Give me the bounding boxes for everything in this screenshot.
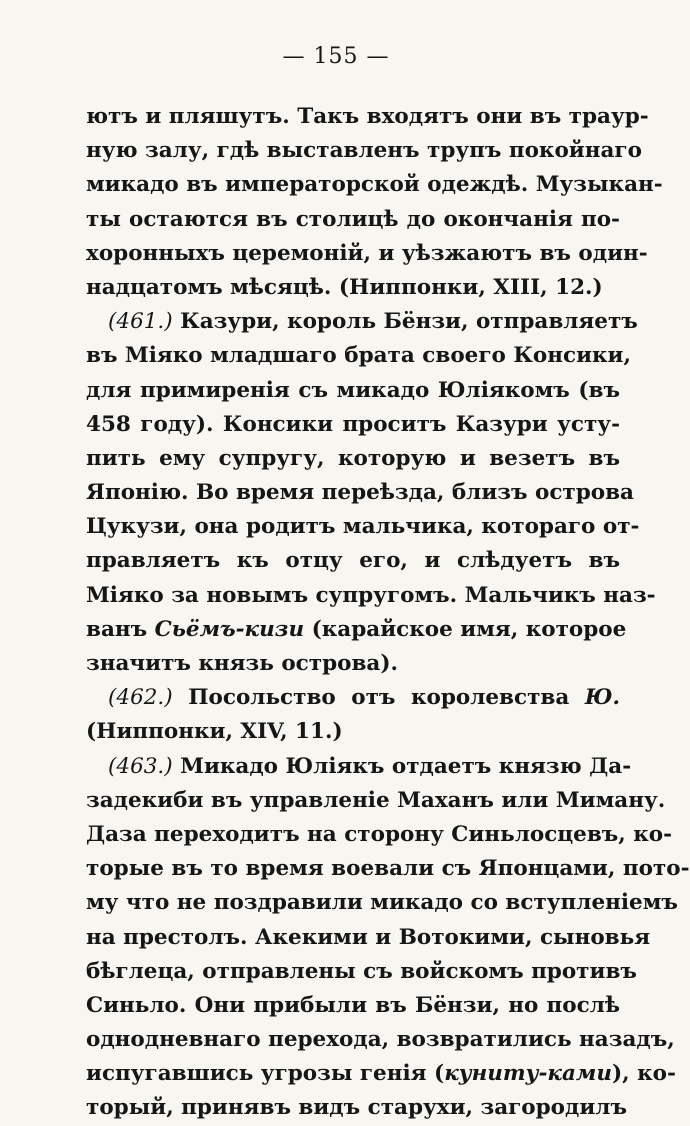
text-line: Даза переходитъ на сторону Синьлосцевъ, ко- (86, 821, 673, 847)
text-line: бѣглеца, отправлены съ войскомъ противъ (86, 958, 637, 984)
text-line: хоронныхъ церемоній, и уѣзжаютъ въ один- (86, 240, 648, 266)
text-span: испугавшись угрозы генія ( (86, 1061, 445, 1087)
text-line: торые въ то время воевали съ Японцами, пото- (86, 856, 690, 882)
text-line: значитъ князь острова). (86, 651, 398, 676)
paragraph-462-start (86, 681, 620, 715)
text-line: пить ему супругу, которую и везетъ въ (86, 445, 620, 471)
paragraph-number: (461.) (108, 309, 173, 335)
text-line (86, 613, 627, 647)
text-line: задекиби въ управленіе Маханъ или Миману. (86, 787, 666, 813)
paragraph-463-start (86, 750, 632, 784)
text-line: однодневнаго перехода, возвратились назадъ, (86, 1027, 675, 1053)
text-line: на престолъ. Акекими и Вотокими, сыновья (86, 924, 651, 950)
page-number: — 155 — (282, 44, 390, 69)
paragraph-text: Микадо Юліякъ отдаетъ князю Да- (172, 753, 632, 779)
text-line: торый, принявъ видъ старухи, загородилъ (86, 1095, 627, 1121)
text-line: въ Міяко младшаго брата своего Консики, (86, 343, 631, 369)
paragraph-461-start (86, 305, 638, 339)
text-line: правляетъ къ отцу его, и слѣдуетъ въ (86, 548, 620, 574)
text-line: Цукузи, она родитъ мальчика, котораго от- (86, 514, 640, 540)
text-line: Міяко за новымъ супругомъ. Мальчикъ наз- (86, 582, 656, 608)
italic-name: Сьёмъ-кизи (154, 616, 305, 642)
text-line: ты остаются въ столицѣ до окончанія по- (86, 206, 620, 232)
paragraph-text: Казури, король Бёнзи, отправляетъ (172, 309, 638, 335)
text-line: надцатомъ мѣсяцѣ. (Ниппонки, XIII, 12.) (86, 274, 603, 300)
text-line (86, 1057, 676, 1091)
italic-name: Ю. (584, 685, 620, 711)
italic-name: куниту-ками (444, 1061, 612, 1087)
text-line: микадо въ императорской одеждѣ. Музыкан- (86, 172, 663, 198)
text-line: ную залу, гдѣ выставленъ трупъ покойнаго (86, 138, 642, 164)
paragraph-text: Посольство отъ королевства (172, 685, 585, 711)
text-line: 458 году). Консики проситъ Казури усту- (86, 411, 620, 437)
text-span: (карайское имя, которое (304, 616, 627, 642)
text-line: Японію. Во время переѣзда, близъ острова (86, 480, 634, 506)
text-line: му что не поздравили микадо со вступленіемъ (86, 890, 678, 916)
text-span: ванъ (86, 616, 155, 642)
text-line: для примиренія съ микадо Юліякомъ (въ (86, 377, 620, 403)
text-line: ютъ и пляшутъ. Такъ входятъ они въ траур- (86, 104, 649, 129)
paragraph-number: (463.) (108, 753, 173, 779)
page-text (86, 100, 690, 1126)
paragraph-number: (462.) (108, 685, 173, 711)
text-line: Синьло. Они прибыли въ Бёнзи, но послѣ (86, 992, 620, 1018)
text-line: (Ниппонки, XIV, 11.) (86, 719, 343, 745)
text-span: ), ко- (612, 1061, 676, 1087)
